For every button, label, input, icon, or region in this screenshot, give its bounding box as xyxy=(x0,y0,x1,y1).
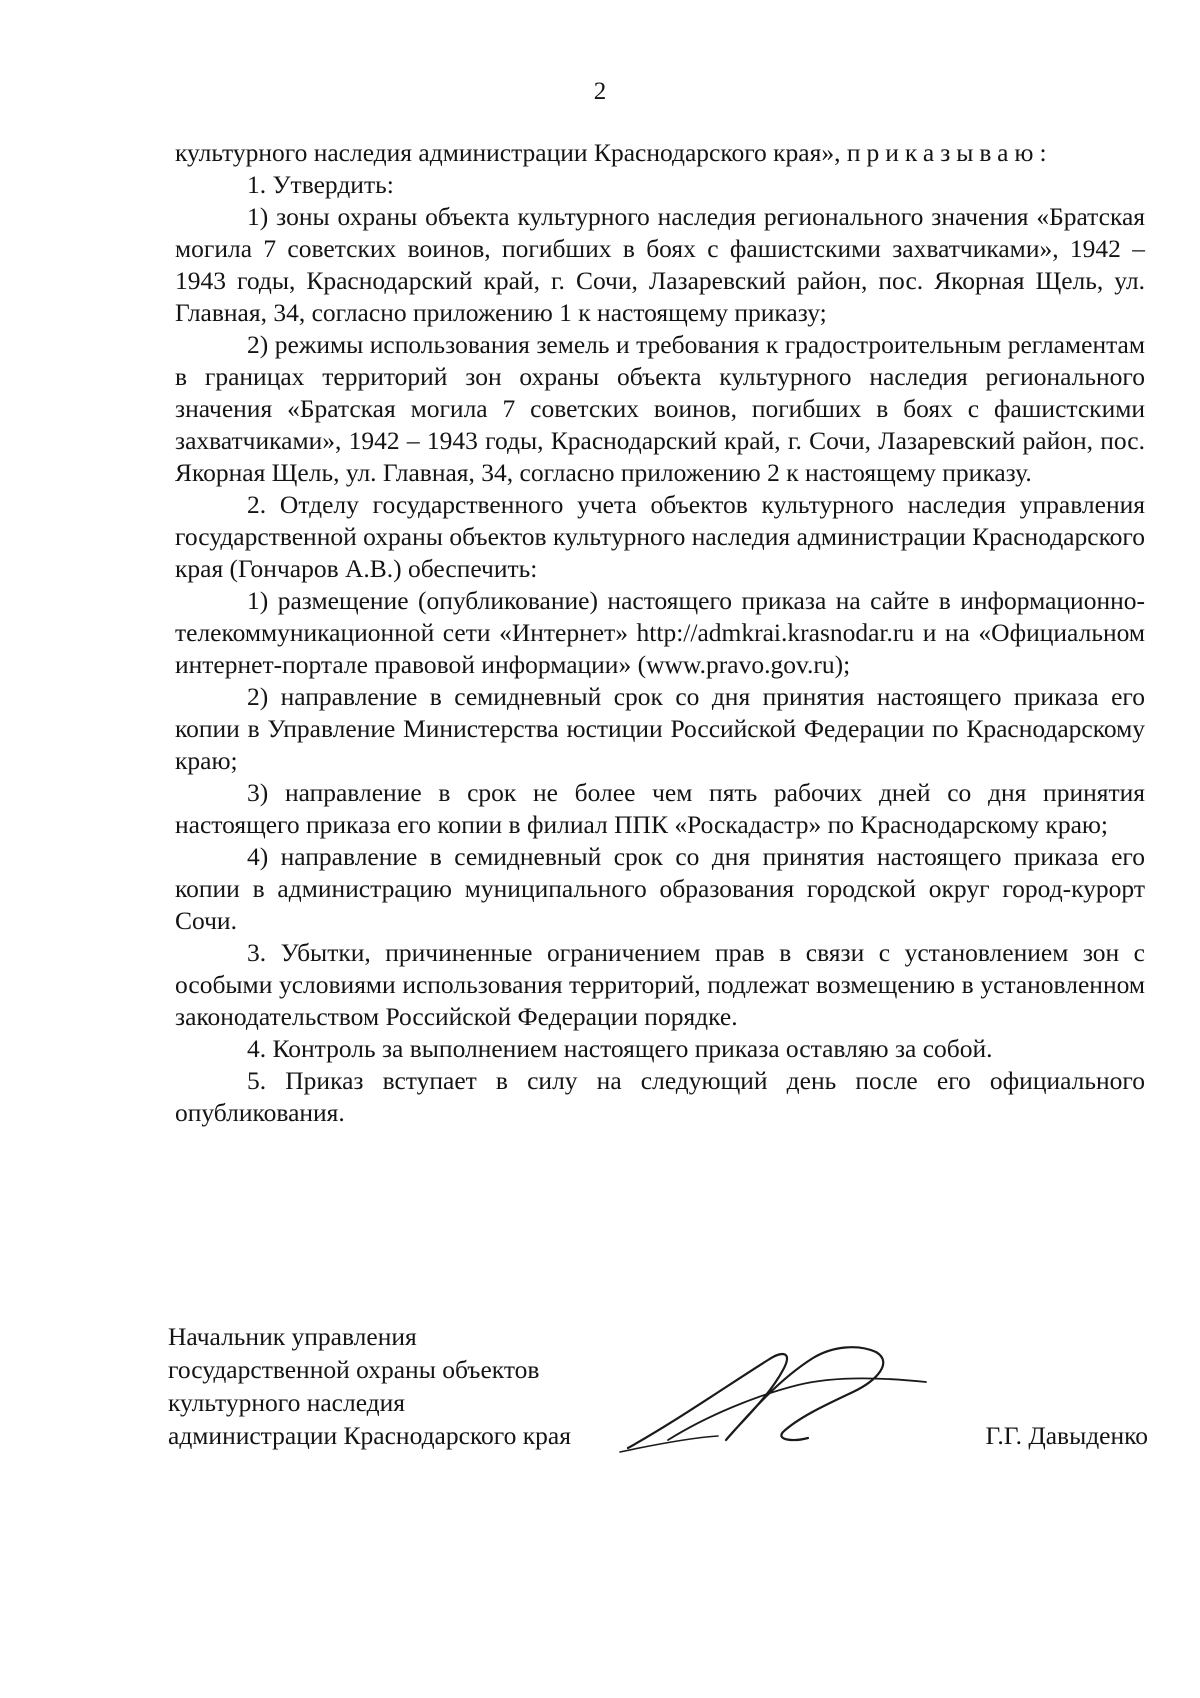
paragraph-item-1-1: 1) зоны охраны объекта культурного наследия регионального значения «Братская могила 7 советских воинов, погибших в боях с фашистскими захватчиками», 1942 – 1943 годы, Краснодарский край, г. Сочи, Лазаревский район, пос. Якорная Щель, ул. Главная, 34, согласно приложению 1 к настоящему приказу; xyxy=(175,202,1145,327)
signer-name: Г.Г. Давыденко xyxy=(985,1421,1148,1450)
paragraph-item-3: 3. Убытки, причиненные ограничением прав в связи с установлением зон с особыми условиями использования территорий, подлежат возмещению в установленном законодательством Российской Федерации порядке. xyxy=(175,938,1145,1031)
paragraph-item-2-4: 4) направление в семидневный срок со дня принятия настоящего приказа его копии в администрацию муниципального образования городской округ город-курорт Сочи. xyxy=(175,842,1145,935)
paragraph-item-1-2: 2) режимы использования земель и требования к градостроительным регламентам в границах территорий зон охраны объекта культурного наследия регионального значения «Братская могила 7 советских воинов, погибших в боях с фашистскими захватчиками», 1942 – 1943 годы, Краснодарский край, г. Сочи, Лазаревский район, пос. Якорная Щель, ул. Главная, 34, согласно приложению 2 к настоящему приказу. xyxy=(175,330,1145,487)
paragraph-item-4: 4. Контроль за выполнением настоящего приказа оставляю за собой. xyxy=(247,1034,993,1063)
page-number: 2 xyxy=(593,78,607,105)
paragraph-intro-text: культурного наследия администрации Краснодарского края», xyxy=(175,138,847,167)
paragraph-intro xyxy=(175,137,1145,169)
paragraph-item-2: 2. Отделу государственного учета объектов культурного наследия управления государственной охраны объектов культурного наследия администрации Краснодарского края (Гончаров А.В.) обеспечить: xyxy=(175,490,1145,583)
paragraph-item-5: 5. Приказ вступает в силу на следующий день после его официального опубликования. xyxy=(175,1066,1145,1127)
handwritten-signature xyxy=(608,1340,938,1460)
signature-block xyxy=(168,1320,1148,1460)
paragraph-item-2-3: 3) направление в срок не более чем пять рабочих дней со дня принятия настоящего приказа его копии в филиал ППК «Роскадастр» по Краснодарскому краю; xyxy=(175,778,1145,839)
paragraph-item-2-1: 1) размещение (опубликование) настоящего приказа на сайте в информационно-телекоммуникационной сети «Интернет» http://admkrai.krasnodar.ru и на «Официальном интернет-портале правовой информации» (www.pravo.gov.ru); xyxy=(175,586,1145,679)
document-body xyxy=(175,137,1145,1129)
paragraph-item-1: 1. Утвердить: xyxy=(247,170,394,199)
signer-position-line: государственной охраны объектов xyxy=(168,1355,540,1384)
paragraph-item-2-2: 2) направление в семидневный срок со дня принятия настоящего приказа его копии в Управление Министерства юстиции Российской Федерации по Краснодарскому краю; xyxy=(175,682,1145,775)
signer-position-line: Начальник управления xyxy=(168,1322,417,1351)
signer-position xyxy=(168,1320,648,1452)
order-keyword: приказываю: xyxy=(846,138,1053,167)
signer-position-line: администрации Краснодарского края xyxy=(168,1421,571,1450)
signer-position-line: культурного наследия xyxy=(168,1388,406,1417)
